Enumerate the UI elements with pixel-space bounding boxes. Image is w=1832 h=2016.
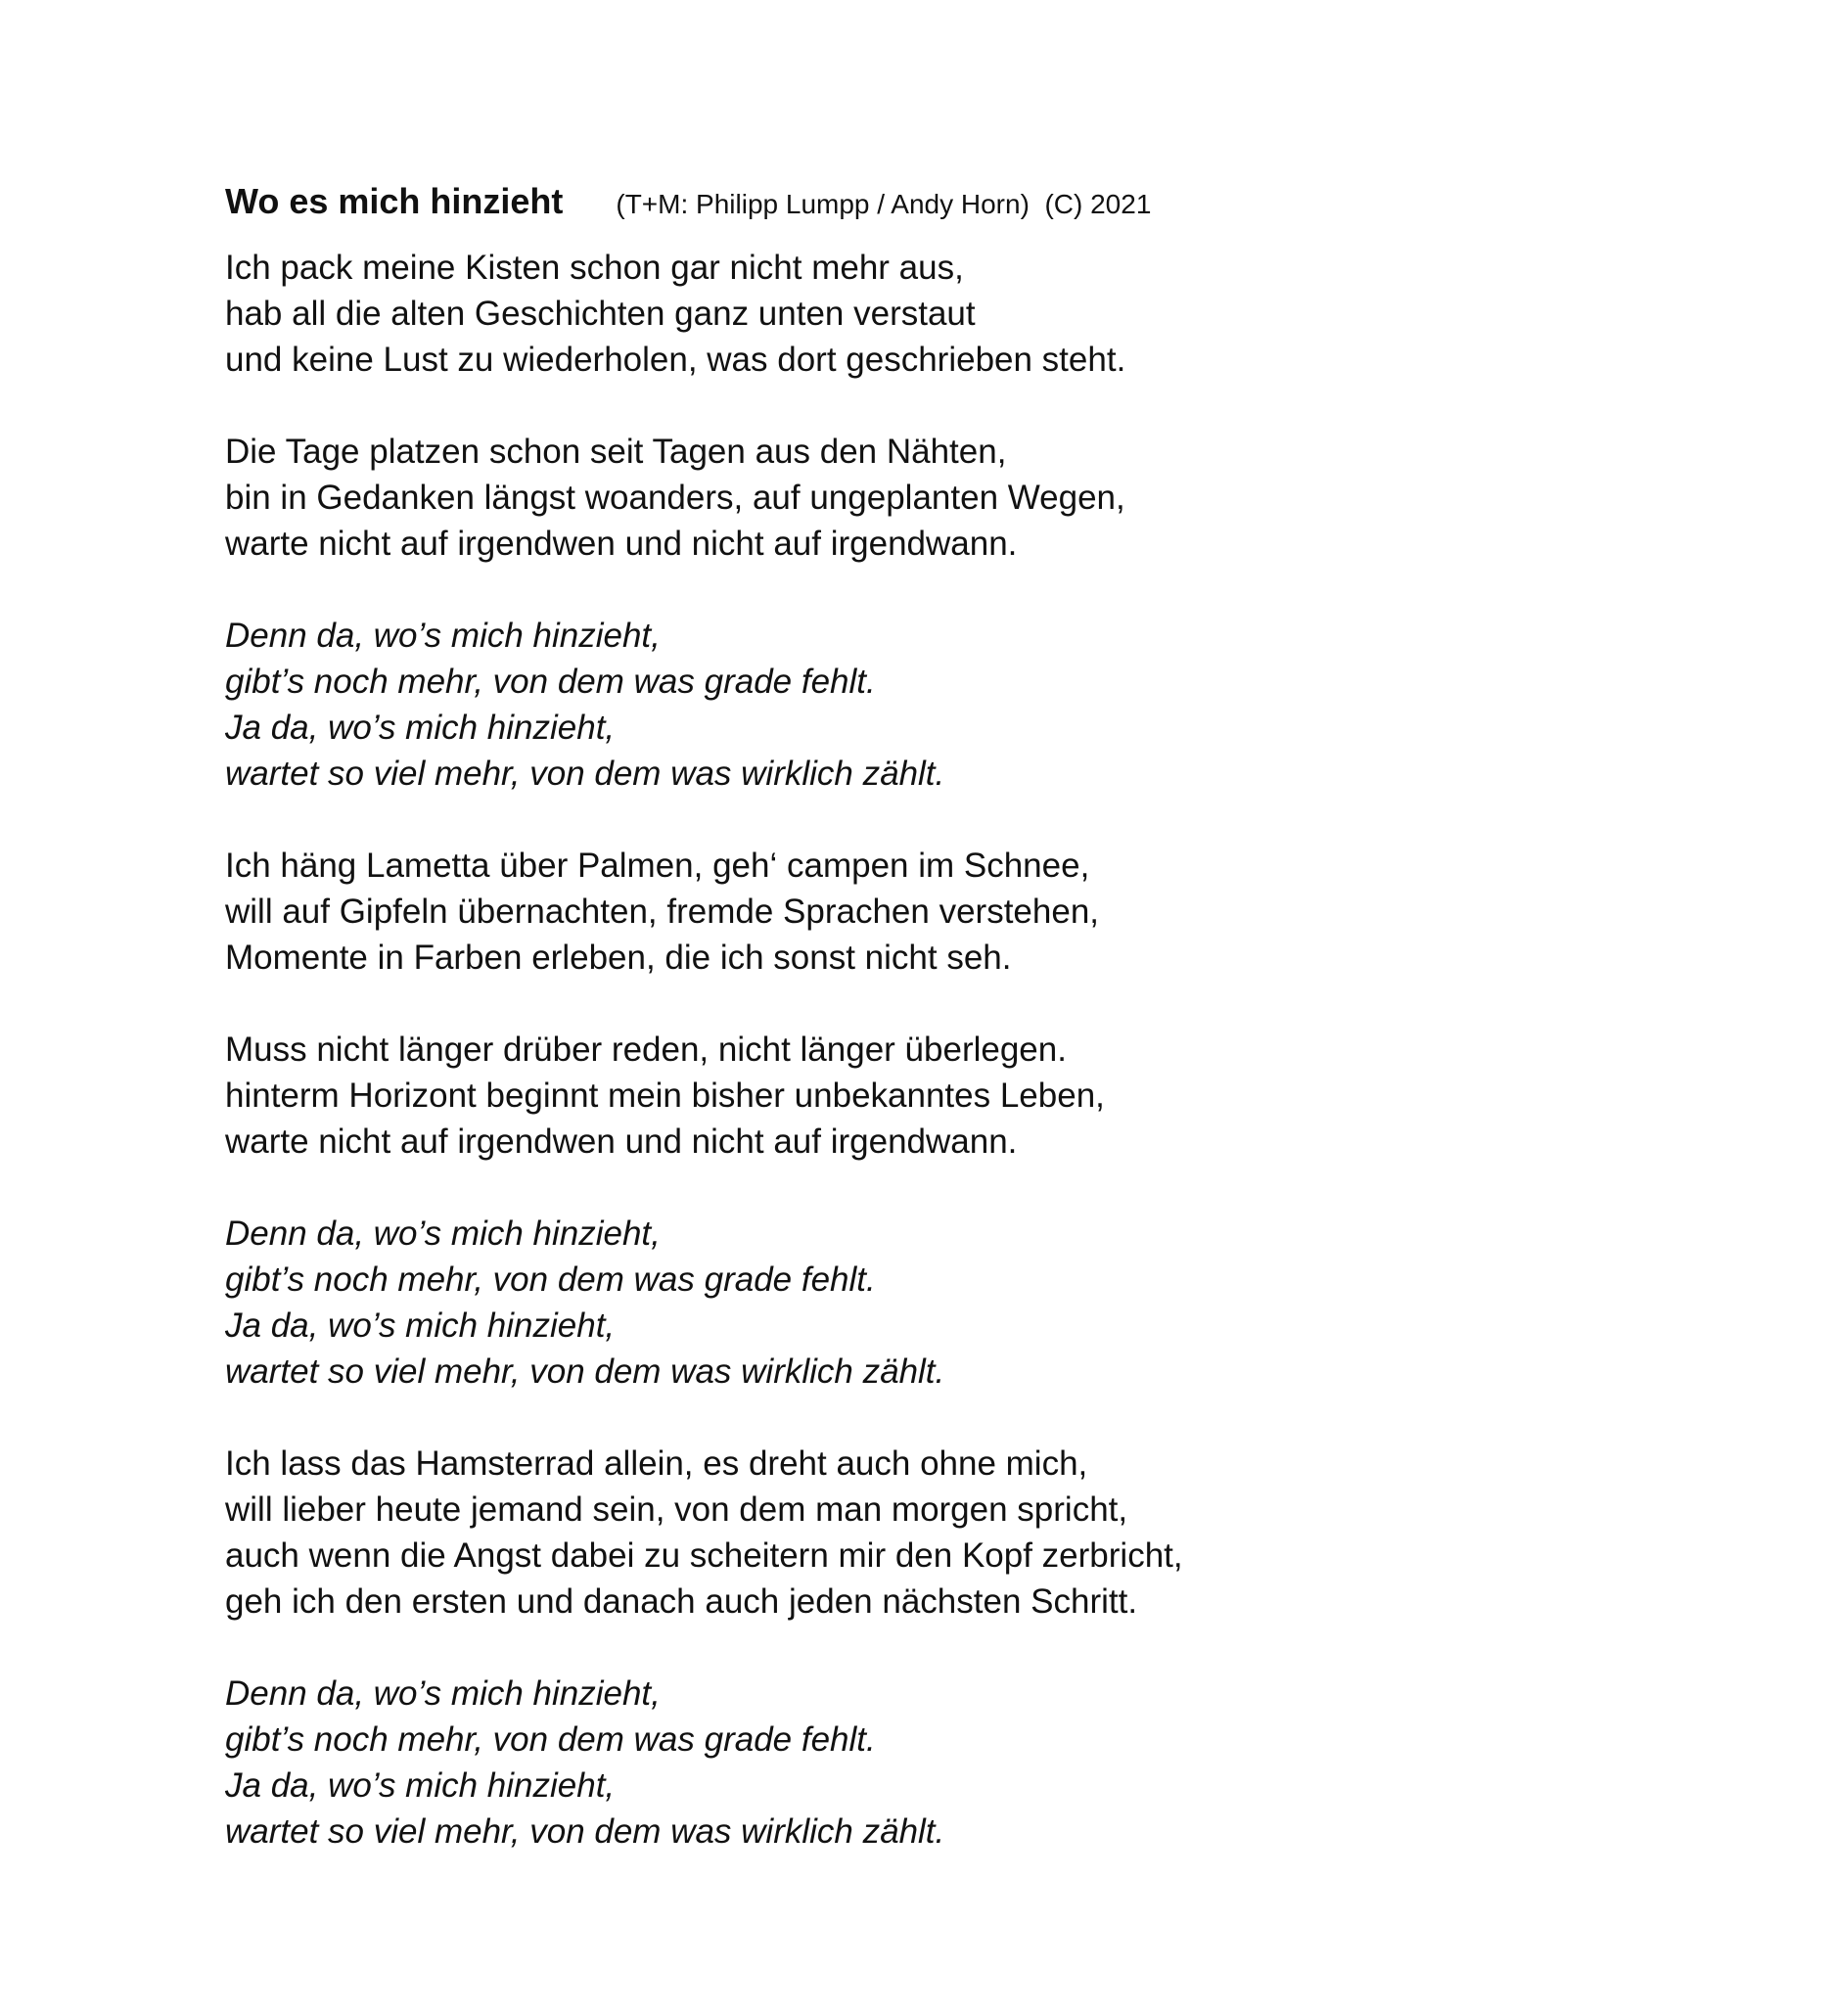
verse-stanza <box>225 1027 1693 1165</box>
lyric-line: hab all die alten Geschichten ganz unten verstaut <box>225 295 976 333</box>
lyric-line: warte nicht auf irgendwen und nicht auf irgendwann. <box>225 525 1018 563</box>
lyric-line: und keine Lust zu wiederholen, was dort geschrieben steht. <box>225 341 1126 379</box>
lyric-line: Denn da, wo’s mich hinzieht, <box>225 1674 661 1713</box>
lyric-line: Ja da, wo’s mich hinzieht, <box>225 1766 616 1805</box>
chorus-stanza <box>225 613 1693 797</box>
lyric-line: bin in Gedanken längst woanders, auf ungeplanten Wegen, <box>225 479 1125 517</box>
lyric-line: Denn da, wo’s mich hinzieht, <box>225 617 661 655</box>
lyric-line: gibt’s noch mehr, von dem was grade fehlt. <box>225 1260 876 1299</box>
lyric-line: hinterm Horizont beginnt mein bisher unbekanntes Leben, <box>225 1077 1105 1115</box>
lyric-line: Ich pack meine Kisten schon gar nicht mehr aus, <box>225 249 964 287</box>
verse-stanza <box>225 1441 1693 1625</box>
lyric-line: Ich häng Lametta über Palmen, geh‘ campen im Schnee, <box>225 847 1090 885</box>
chorus-stanza <box>225 1671 1693 1855</box>
lyric-line: will lieber heute jemand sein, von dem man morgen spricht, <box>225 1490 1128 1529</box>
lyrics-sheet <box>225 174 1693 1901</box>
song-credits: (T+M: Philipp Lumpp / Andy Horn) (C) 2021 <box>616 189 1152 219</box>
song-title: Wo es mich hinzieht <box>225 181 564 221</box>
lyrics-body <box>225 245 1693 1855</box>
lyric-line: Ich lass das Hamsterrad allein, es dreht auch ohne mich, <box>225 1444 1088 1483</box>
chorus-stanza <box>225 1211 1693 1395</box>
lyric-line: Muss nicht länger drüber reden, nicht länger überlegen. <box>225 1031 1067 1069</box>
lyric-line: wartet so viel mehr, von dem was wirklich zählt. <box>225 755 945 793</box>
lyric-line: will auf Gipfeln übernachten, fremde Sprachen verstehen, <box>225 893 1100 931</box>
lyric-line: warte nicht auf irgendwen und nicht auf irgendwann. <box>225 1123 1018 1161</box>
song-header <box>225 174 1693 229</box>
lyric-line: auch wenn die Angst dabei zu scheitern mir den Kopf zerbricht, <box>225 1536 1183 1575</box>
verse-stanza <box>225 843 1693 981</box>
lyric-line: gibt’s noch mehr, von dem was grade fehlt. <box>225 663 876 701</box>
lyric-line: wartet so viel mehr, von dem was wirklich zählt. <box>225 1812 945 1851</box>
lyric-line: Die Tage platzen schon seit Tagen aus den Nähten, <box>225 433 1007 471</box>
lyric-line: Momente in Farben erleben, die ich sonst nicht seh. <box>225 939 1012 977</box>
lyric-line: gibt’s noch mehr, von dem was grade fehlt. <box>225 1720 876 1759</box>
lyric-line: wartet so viel mehr, von dem was wirklich zählt. <box>225 1352 945 1391</box>
verse-stanza <box>225 245 1693 383</box>
lyric-line: geh ich den ersten und danach auch jeden nächsten Schritt. <box>225 1582 1138 1621</box>
lyric-line: Denn da, wo’s mich hinzieht, <box>225 1214 661 1253</box>
verse-stanza <box>225 429 1693 567</box>
lyric-line: Ja da, wo’s mich hinzieht, <box>225 709 616 747</box>
lyric-line: Ja da, wo’s mich hinzieht, <box>225 1306 616 1345</box>
